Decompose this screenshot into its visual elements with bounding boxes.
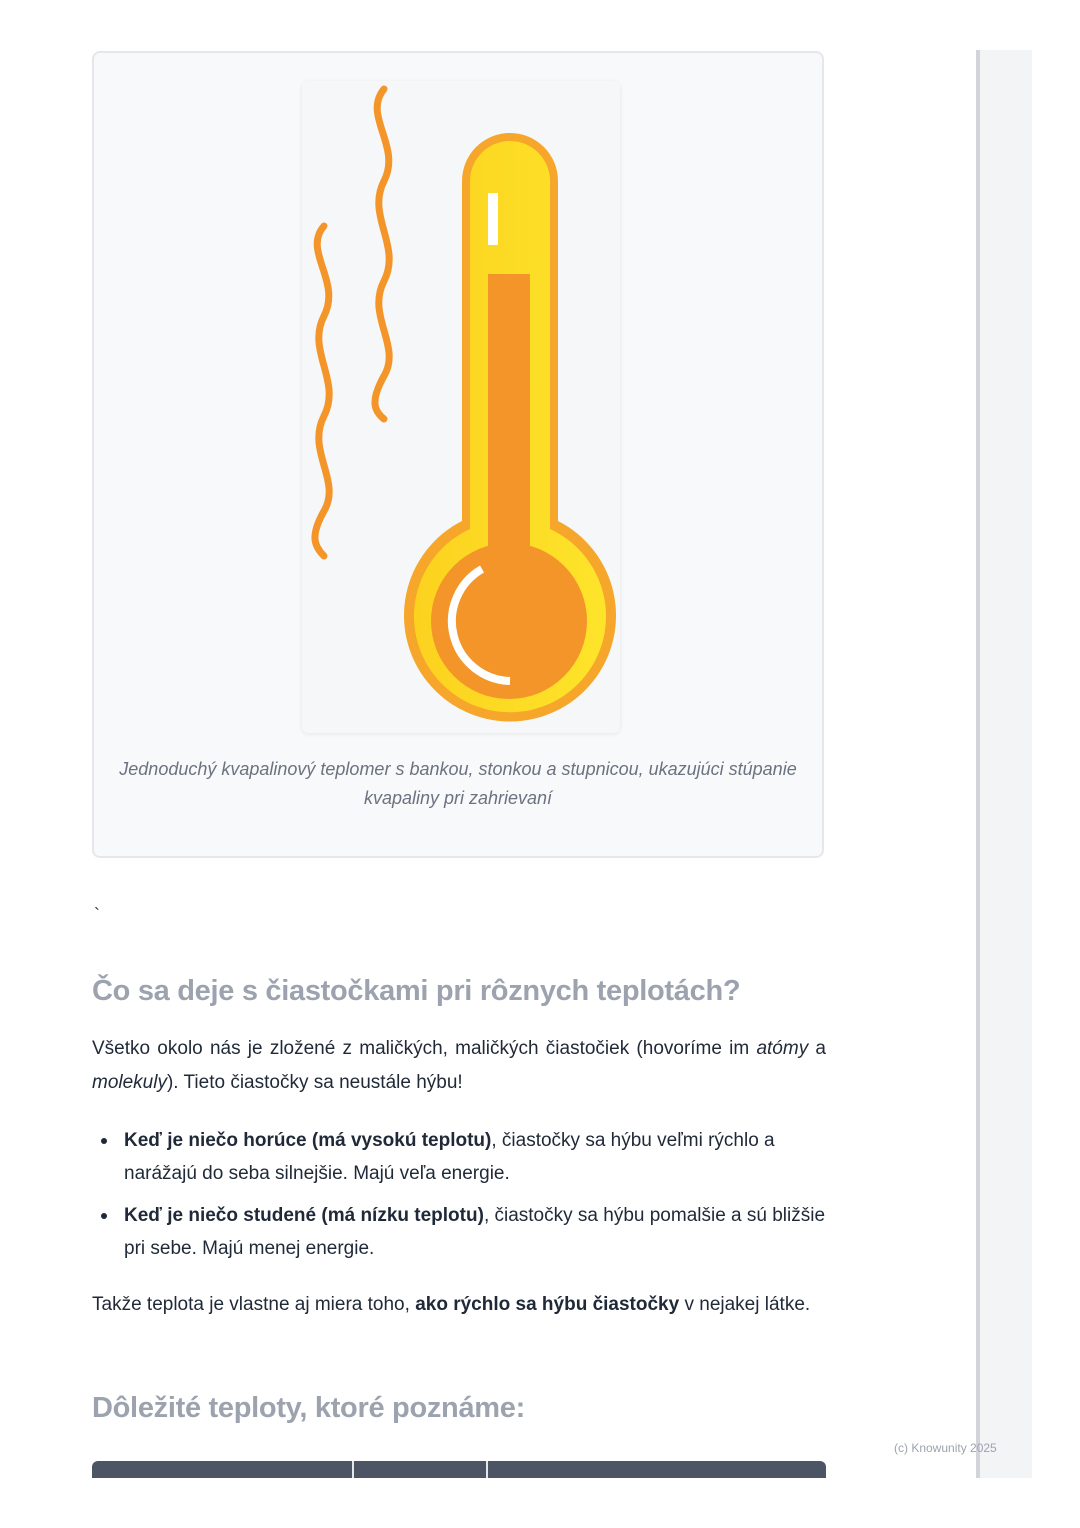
section-heading: Čo sa deje s čiastočkami pri rôznych teplotách?: [92, 975, 741, 1007]
paragraph: [92, 1032, 826, 1100]
heat-wave-icon: [375, 89, 389, 419]
emphasis: molekuly: [92, 1072, 167, 1093]
figure-caption: Jednoduchý kvapalinový teplomer s bankou, stonkou a stupnicou, ukazujúci stúpanie kvapaliny pri zahrievaní: [119, 759, 797, 808]
text: ). Tieto čiastočky sa neustále hýbu!: [166, 1072, 463, 1093]
bold-text: Keď je niečo studené (má nízku teplotu): [124, 1205, 484, 1226]
thermometer-icon: [302, 81, 620, 733]
list-item: [92, 1199, 826, 1265]
text: a: [808, 1038, 826, 1059]
stray-character: `: [94, 905, 100, 925]
text: Všetko okolo nás je zložené z maličkých, maličkých čiastočiek (hovoríme im: [92, 1038, 757, 1059]
copyright: (c) Knowunity 2025: [894, 1441, 997, 1455]
table-header-cell: [92, 1461, 354, 1478]
bold-text: Keď je niečo horúce (má vysokú teplotu): [124, 1130, 492, 1151]
thermometer-illustration: [302, 81, 620, 733]
paragraph: [92, 1288, 826, 1322]
table-header-cell: [488, 1461, 826, 1478]
figure-card: [92, 51, 824, 858]
table-header-cell: [354, 1461, 488, 1478]
bold-text: ako rýchlo sa hýbu čiastočky: [415, 1294, 680, 1315]
text: v nejakej látke.: [679, 1294, 811, 1315]
text: Takže teplota je vlastne aj miera toho,: [92, 1294, 416, 1315]
list-item: [92, 1124, 826, 1190]
text: , čiastočky sa hýbu pomalšie a sú bližšie pri sebe. Majú menej energie.: [124, 1205, 826, 1259]
side-panel: [976, 50, 1032, 1478]
section-heading: Dôležité teploty, ktoré poznáme:: [92, 1392, 525, 1424]
text: , čiastočky sa hýbu veľmi rýchlo a narážajú do seba silnejšie. Majú veľa energie.: [124, 1130, 775, 1184]
heat-wave-icon: [315, 226, 329, 556]
emphasis: atómy: [756, 1038, 809, 1059]
table-header: [92, 1461, 826, 1478]
bullet-list: [92, 1124, 826, 1274]
